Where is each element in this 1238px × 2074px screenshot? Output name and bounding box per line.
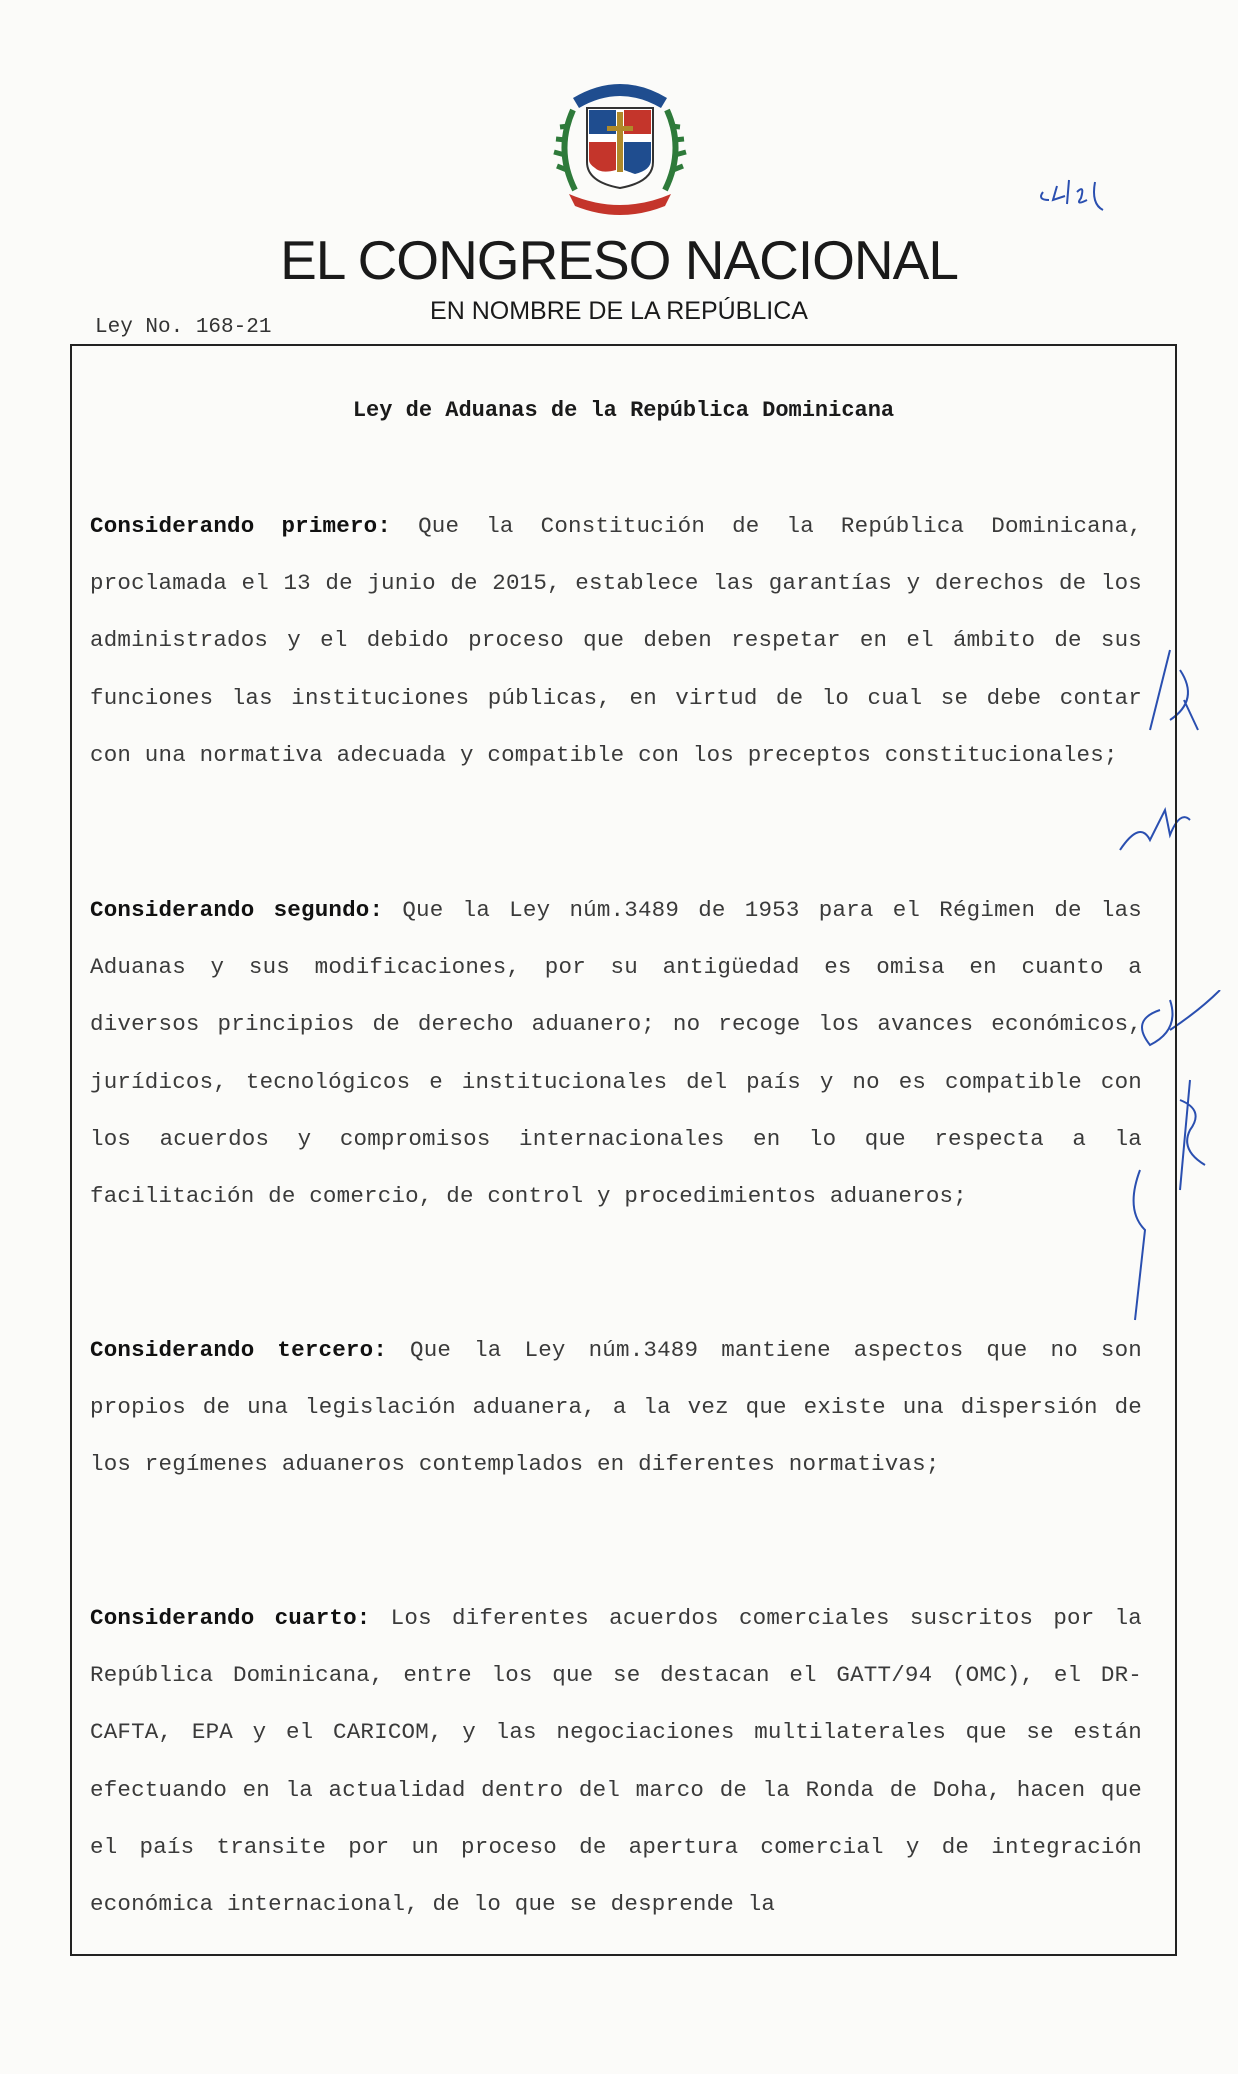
paragraph-text: Que la Constitución de la República Dominicana, proclamada el 13 de junio de 2015, establece las garantías y derechos de los administrados y el debido proceso que deben respetar en el ámbito de sus funciones las instituciones públicas, en virtud de lo cual se debe contar con una normativa adecuada y compatible con los preceptos constitucionales; (90, 513, 1142, 768)
paragraph-considerando-segundo (90, 882, 1142, 1225)
paragraph-lead: Considerando cuarto: (90, 1605, 371, 1631)
paragraph-text: Que la Ley núm.3489 de 1953 para el Régimen de las Aduanas y sus modificaciones, por su antigüedad es omisa en cuanto a diversos principios de derecho aduanero; no recoge los avances económicos, jurídicos, tecnológicos e institucionales del país y no es compatible con los acuerdos y compromisos internacionales en lo que respecta a la facilitación de comercio, de control y procedimientos aduaneros; (90, 897, 1142, 1210)
document-title: Ley de Aduanas de la República Dominicana (352, 398, 895, 423)
paragraph-considerando-tercero (90, 1322, 1142, 1494)
paragraph-lead: Considerando tercero: (90, 1337, 388, 1363)
law-number: Ley No. 168-21 (95, 316, 272, 339)
document-frame (70, 344, 1177, 1956)
paragraph-considerando-primero (90, 498, 1142, 784)
paragraph-lead: Considerando segundo: (90, 897, 384, 923)
paragraph-lead: Considerando primero: (90, 513, 392, 539)
paragraph-text: Los diferentes acuerdos comerciales suscritos por la República Dominicana, entre los que se destacan el GATT/94 (OMC), el DR-CAFTA, EPA y el CARICOM, y las negociaciones multilaterales que se están efectuando en la actualidad dentro del marco de la Ronda de Doha, hacen que el país transite por un proceso de apertura comercial y de integración económica internacional, de lo que se desprende la (90, 1605, 1142, 1918)
paragraph-considerando-cuarto (90, 1590, 1142, 1933)
coat-of-arms-icon (545, 70, 695, 220)
header-subtitle: EN NOMBRE DE LA REPÚBLICA (430, 297, 808, 325)
header-title: EL CONGRESO NACIONAL (280, 229, 958, 291)
handwritten-note (1035, 170, 1125, 215)
paragraph-text: Que la Ley núm.3489 mantiene aspectos que no son propios de una legislación aduanera, a la vez que existe una dispersión de los regímenes aduaneros contemplados en diferentes normativas; (90, 1337, 1142, 1478)
